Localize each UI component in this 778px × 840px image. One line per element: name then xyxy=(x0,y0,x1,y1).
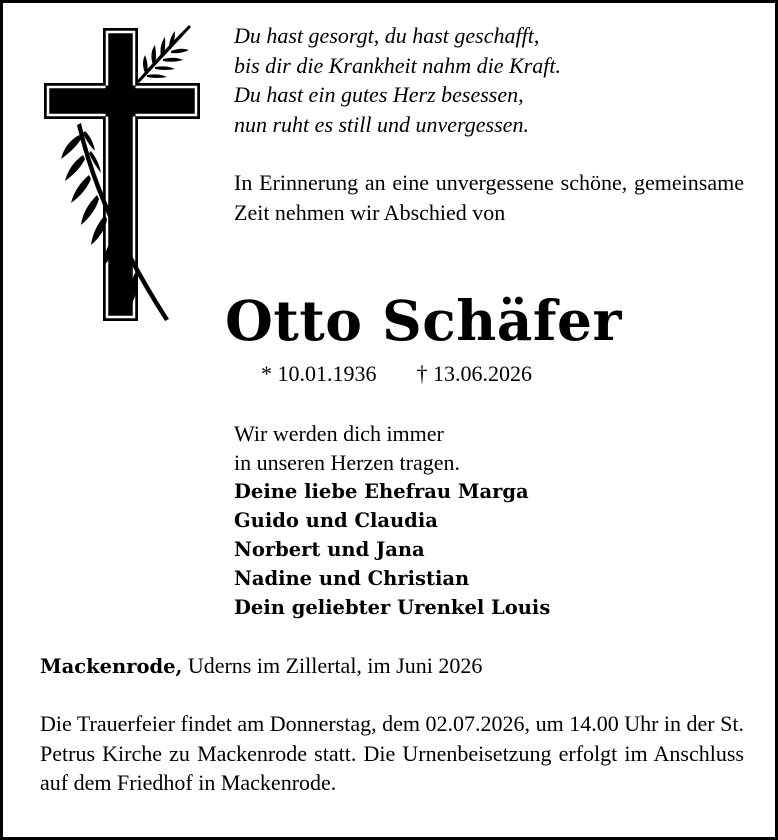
mourner-name: Guido und Claudia xyxy=(234,509,438,532)
family-message-line: in unseren Herzen tragen. xyxy=(234,450,461,475)
poem-line: nun ruht es still und unvergessen. xyxy=(234,111,529,137)
poem-line: Du hast ein gutes Herz besessen, xyxy=(234,82,524,107)
cross-with-palm-icon xyxy=(41,23,206,328)
place-town: Mackenrode, xyxy=(40,655,183,678)
mourners-block xyxy=(234,419,754,622)
memorial-poem xyxy=(234,21,754,139)
mourner-name: Norbert und Jana xyxy=(234,538,425,561)
death-date: † 13.06.2026 xyxy=(416,361,532,386)
place-rest: Uderns im Zillertal, im Juni 2026 xyxy=(187,653,483,678)
life-dates xyxy=(261,359,532,389)
family-message-line: Wir werden dich immer xyxy=(234,421,444,446)
place-and-date xyxy=(40,651,482,682)
poem-line: bis dir die Krankheit nahm die Kraft. xyxy=(234,52,561,78)
deceased-name: Otto Schäfer xyxy=(225,288,623,353)
mourner-name: Deine liebe Ehefrau Marga xyxy=(234,480,529,503)
poem-line: Du hast gesorgt, du hast geschafft, xyxy=(234,23,540,48)
funeral-notice: Die Trauerfeier findet am Donnerstag, dem 02.07.2026, um 14.00 Uhr in der St. Petrus Kirche zu Mackenrode statt. Die Urnenbeisetzung erfolgt im Anschluss auf dem Friedhof in Mackenrode. xyxy=(40,711,744,795)
birth-date: * 10.01.1936 xyxy=(261,361,377,386)
mourner-name: Dein geliebter Urenkel Louis xyxy=(234,596,551,619)
mourner-name: Nadine und Christian xyxy=(234,567,470,590)
remembrance-intro: In Erinnerung an eine unvergessene schöne, gemeinsame Zeit nehmen wir Abschied von xyxy=(234,170,744,225)
